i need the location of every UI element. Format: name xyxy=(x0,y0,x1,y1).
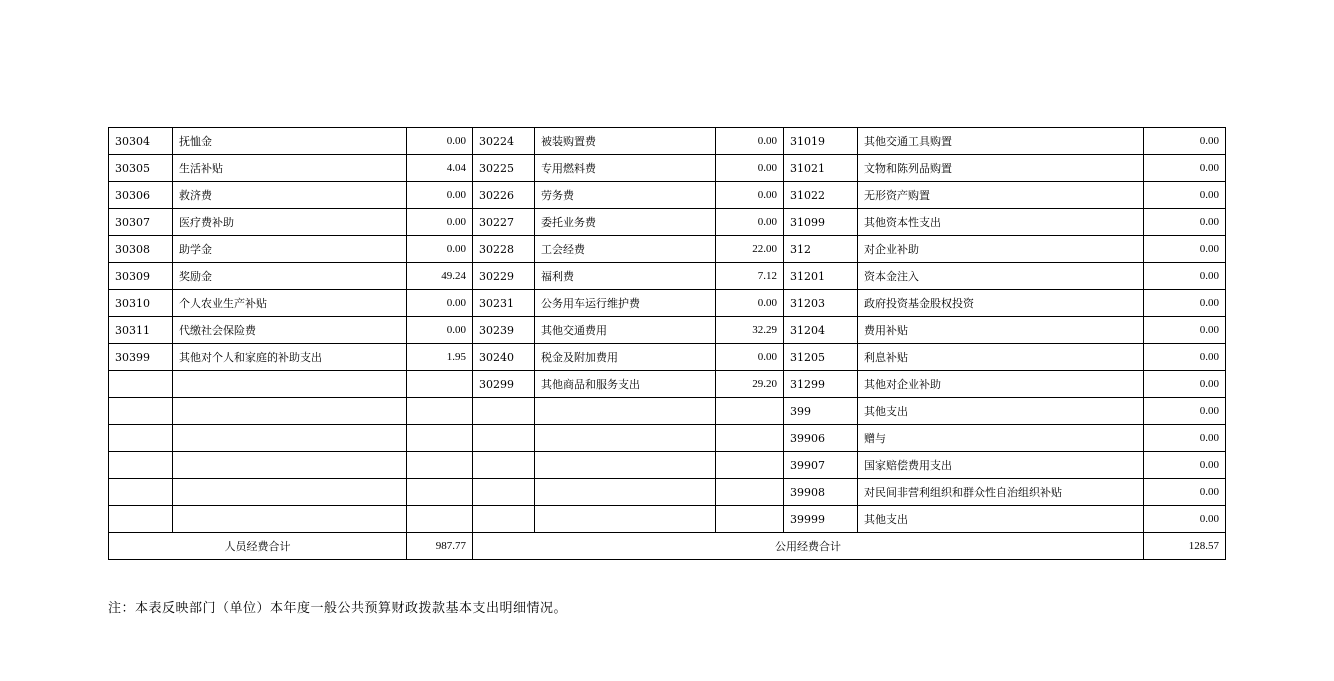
item-code: 30309 xyxy=(109,263,173,290)
item-name: 国家赔偿费用支出 xyxy=(858,452,1144,479)
item-amount: 0.00 xyxy=(716,344,784,371)
item-name: 救济费 xyxy=(173,182,407,209)
item-name: 被装购置费 xyxy=(535,128,716,155)
item-code: 30304 xyxy=(109,128,173,155)
item-amount: 0.00 xyxy=(1144,371,1226,398)
table-row xyxy=(109,317,1226,344)
item-name xyxy=(535,398,716,425)
item-amount: 0.00 xyxy=(1144,506,1226,533)
item-amount: 0.00 xyxy=(716,209,784,236)
table-row xyxy=(109,398,1226,425)
item-code: 30228 xyxy=(473,236,535,263)
item-amount: 0.00 xyxy=(1144,263,1226,290)
item-name: 医疗费补助 xyxy=(173,209,407,236)
item-name: 税金及附加费用 xyxy=(535,344,716,371)
table-note: 注：本表反映部门（单位）本年度一般公共预算财政拨款基本支出明细情况。 xyxy=(108,601,568,616)
table-row xyxy=(109,452,1226,479)
item-amount: 0.00 xyxy=(716,128,784,155)
item-code: 30305 xyxy=(109,155,173,182)
item-amount xyxy=(716,452,784,479)
item-amount: 0.00 xyxy=(407,128,473,155)
item-code: 31203 xyxy=(784,290,858,317)
item-code: 30399 xyxy=(109,344,173,371)
table-row xyxy=(109,263,1226,290)
table-row xyxy=(109,236,1226,263)
item-name: 公务用车运行维护费 xyxy=(535,290,716,317)
item-amount: 0.00 xyxy=(1144,452,1226,479)
totals-row xyxy=(109,533,1226,560)
item-amount: 0.00 xyxy=(407,209,473,236)
item-amount xyxy=(716,479,784,506)
table-row xyxy=(109,344,1226,371)
item-code: 30310 xyxy=(109,290,173,317)
item-name: 代缴社会保险费 xyxy=(173,317,407,344)
item-amount: 0.00 xyxy=(407,290,473,317)
item-name: 个人农业生产补贴 xyxy=(173,290,407,317)
item-name: 费用补贴 xyxy=(858,317,1144,344)
item-amount: 32.29 xyxy=(716,317,784,344)
public-total-amount: 128.57 xyxy=(1144,533,1226,560)
item-code: 31022 xyxy=(784,182,858,209)
item-name xyxy=(535,425,716,452)
item-name: 利息补贴 xyxy=(858,344,1144,371)
item-amount: 49.24 xyxy=(407,263,473,290)
item-amount: 0.00 xyxy=(716,155,784,182)
item-name: 工会经费 xyxy=(535,236,716,263)
item-amount: 0.00 xyxy=(1144,317,1226,344)
item-code xyxy=(109,479,173,506)
item-amount xyxy=(407,371,473,398)
item-amount: 0.00 xyxy=(1144,236,1226,263)
item-name: 资本金注入 xyxy=(858,263,1144,290)
item-amount: 0.00 xyxy=(1144,155,1226,182)
item-code: 30229 xyxy=(473,263,535,290)
item-amount: 4.04 xyxy=(407,155,473,182)
item-amount: 1.95 xyxy=(407,344,473,371)
item-name: 其他支出 xyxy=(858,506,1144,533)
item-code xyxy=(473,506,535,533)
item-name: 政府投资基金股权投资 xyxy=(858,290,1144,317)
item-code: 30227 xyxy=(473,209,535,236)
item-amount xyxy=(407,479,473,506)
item-code xyxy=(109,398,173,425)
item-code: 31099 xyxy=(784,209,858,236)
public-total-label: 公用经费合计 xyxy=(473,533,1144,560)
item-amount: 0.00 xyxy=(407,317,473,344)
item-name: 抚恤金 xyxy=(173,128,407,155)
item-name: 专用燃料费 xyxy=(535,155,716,182)
item-amount: 0.00 xyxy=(716,290,784,317)
item-name: 其他对个人和家庭的补助支出 xyxy=(173,344,407,371)
item-code xyxy=(109,506,173,533)
item-code: 30224 xyxy=(473,128,535,155)
item-code: 30308 xyxy=(109,236,173,263)
table-row xyxy=(109,506,1226,533)
item-code: 30307 xyxy=(109,209,173,236)
item-amount: 7.12 xyxy=(716,263,784,290)
item-code xyxy=(473,452,535,479)
item-name: 委托业务费 xyxy=(535,209,716,236)
item-name xyxy=(535,479,716,506)
item-amount: 0.00 xyxy=(407,182,473,209)
table-row xyxy=(109,155,1226,182)
item-name xyxy=(173,398,407,425)
item-name xyxy=(173,506,407,533)
table-row xyxy=(109,290,1226,317)
table-row xyxy=(109,182,1226,209)
item-code: 31019 xyxy=(784,128,858,155)
item-code: 39906 xyxy=(784,425,858,452)
item-name: 对民间非营利组织和群众性自治组织补贴 xyxy=(858,479,1144,506)
item-code: 30306 xyxy=(109,182,173,209)
item-name xyxy=(535,452,716,479)
item-name: 其他支出 xyxy=(858,398,1144,425)
item-code xyxy=(473,398,535,425)
item-name xyxy=(173,479,407,506)
item-code: 30239 xyxy=(473,317,535,344)
item-code: 39999 xyxy=(784,506,858,533)
item-name xyxy=(173,452,407,479)
item-code: 30299 xyxy=(473,371,535,398)
item-amount xyxy=(716,398,784,425)
personnel-total-amount: 987.77 xyxy=(407,533,473,560)
item-name xyxy=(173,425,407,452)
item-name: 其他交通费用 xyxy=(535,317,716,344)
item-amount: 0.00 xyxy=(1144,128,1226,155)
item-code xyxy=(109,452,173,479)
item-code: 39907 xyxy=(784,452,858,479)
item-name: 无形资产购置 xyxy=(858,182,1144,209)
item-name: 其他交通工具购置 xyxy=(858,128,1144,155)
item-amount xyxy=(716,506,784,533)
basic-expenditure-table xyxy=(108,127,1226,560)
item-code xyxy=(473,425,535,452)
item-amount xyxy=(716,425,784,452)
item-code: 30226 xyxy=(473,182,535,209)
item-amount: 0.00 xyxy=(716,182,784,209)
item-name: 文物和陈列品购置 xyxy=(858,155,1144,182)
item-amount: 0.00 xyxy=(1144,209,1226,236)
item-code xyxy=(109,425,173,452)
item-code: 30231 xyxy=(473,290,535,317)
item-code: 31205 xyxy=(784,344,858,371)
item-code xyxy=(109,371,173,398)
item-name: 赠与 xyxy=(858,425,1144,452)
table-row xyxy=(109,209,1226,236)
item-amount: 22.00 xyxy=(716,236,784,263)
item-amount: 0.00 xyxy=(1144,344,1226,371)
item-name: 奖励金 xyxy=(173,263,407,290)
item-code: 30311 xyxy=(109,317,173,344)
item-name: 福利费 xyxy=(535,263,716,290)
item-name: 其他商品和服务支出 xyxy=(535,371,716,398)
item-amount xyxy=(407,425,473,452)
item-amount: 0.00 xyxy=(407,236,473,263)
item-name: 其他对企业补助 xyxy=(858,371,1144,398)
item-name: 对企业补助 xyxy=(858,236,1144,263)
item-amount: 29.20 xyxy=(716,371,784,398)
item-amount: 0.00 xyxy=(1144,398,1226,425)
item-code: 31021 xyxy=(784,155,858,182)
item-amount xyxy=(407,452,473,479)
personnel-total-label: 人员经费合计 xyxy=(109,533,407,560)
item-code: 312 xyxy=(784,236,858,263)
item-code: 399 xyxy=(784,398,858,425)
item-name: 生活补贴 xyxy=(173,155,407,182)
item-name xyxy=(173,371,407,398)
table-row xyxy=(109,371,1226,398)
table-row xyxy=(109,128,1226,155)
item-amount: 0.00 xyxy=(1144,290,1226,317)
table-row xyxy=(109,479,1226,506)
item-code: 30240 xyxy=(473,344,535,371)
item-amount: 0.00 xyxy=(1144,182,1226,209)
item-code: 31204 xyxy=(784,317,858,344)
item-code: 30225 xyxy=(473,155,535,182)
item-name: 其他资本性支出 xyxy=(858,209,1144,236)
item-code: 39908 xyxy=(784,479,858,506)
table-row xyxy=(109,425,1226,452)
item-name: 劳务费 xyxy=(535,182,716,209)
item-code: 31299 xyxy=(784,371,858,398)
item-code: 31201 xyxy=(784,263,858,290)
item-name: 助学金 xyxy=(173,236,407,263)
item-amount xyxy=(407,506,473,533)
item-code xyxy=(473,479,535,506)
item-amount: 0.00 xyxy=(1144,425,1226,452)
item-name xyxy=(535,506,716,533)
item-amount xyxy=(407,398,473,425)
item-amount: 0.00 xyxy=(1144,479,1226,506)
